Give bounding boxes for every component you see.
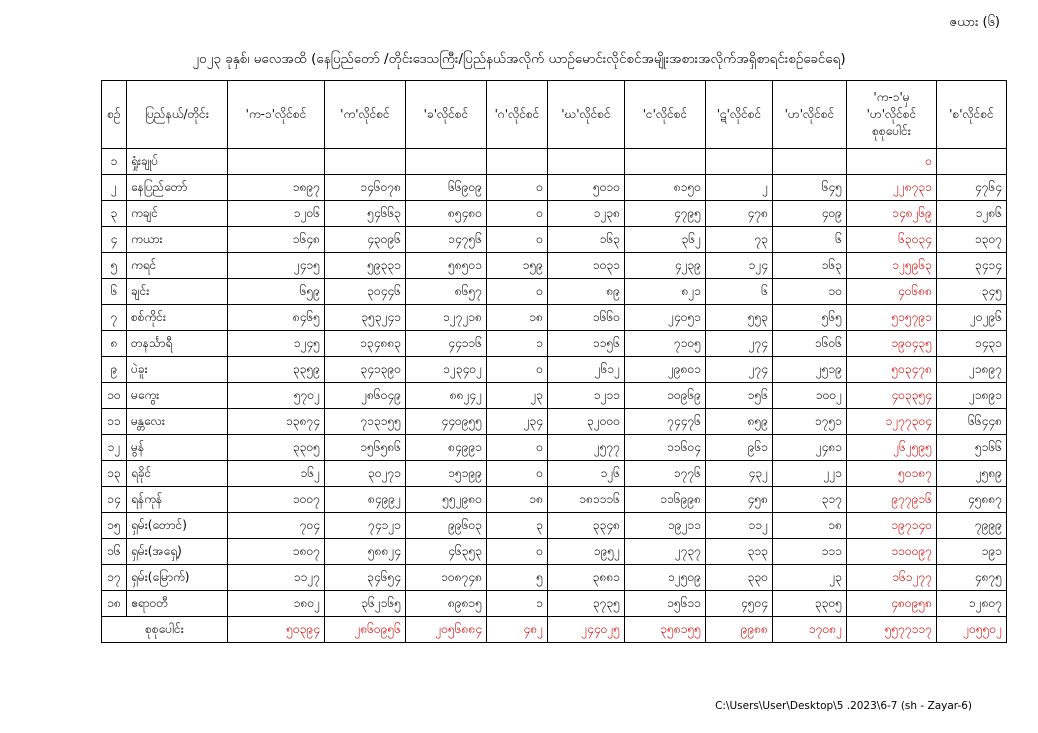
license-count-cell: ၄၂၃၉ bbox=[625, 253, 706, 279]
license-count-cell: ၁ bbox=[487, 591, 548, 617]
license-count-cell: ၇၁၃၁၅၅ bbox=[325, 409, 406, 435]
license-count-cell: ၄၇၆၄ bbox=[937, 175, 1007, 201]
license-count-cell: ၁၂၁၁ bbox=[548, 383, 625, 409]
license-count-cell: ၂၀၂၉၆ bbox=[937, 305, 1007, 331]
license-count-cell: ၆၆၉၀၉ bbox=[406, 175, 487, 201]
license-count-cell: ၄၅၈ bbox=[706, 487, 773, 513]
region-cell: မန္တလေး bbox=[127, 409, 228, 435]
license-count-cell: ၇၁၀၅ bbox=[625, 331, 706, 357]
region-cell: မွန် bbox=[127, 435, 228, 461]
license-count-cell bbox=[773, 149, 847, 175]
license-count-cell: ၂၃၄ bbox=[487, 409, 548, 435]
table-row bbox=[102, 591, 1007, 617]
table-row bbox=[102, 331, 1007, 357]
license-count-cell: ၂၇၄ bbox=[706, 357, 773, 383]
row-total-cell: ၉၇၇၉၁၆ bbox=[847, 487, 937, 513]
license-count-cell: ၂ bbox=[706, 175, 773, 201]
license-count-cell: ၁၉၁ bbox=[937, 539, 1007, 565]
license-count-cell: ၁၄၆၀၇၈ bbox=[325, 175, 406, 201]
license-count-cell: ၅၈၈၂၄ bbox=[325, 539, 406, 565]
license-count-cell: ၁၁၅၆ bbox=[548, 331, 625, 357]
license-count-cell: ၁၈၁၁၁၆ bbox=[548, 487, 625, 513]
row-total-cell: ၁၆၁၂၇၇ bbox=[847, 565, 937, 591]
license-count-cell: ၃၆၂၁၆၅ bbox=[325, 591, 406, 617]
license-count-cell bbox=[625, 149, 706, 175]
license-count-cell: ၀ bbox=[487, 357, 548, 383]
license-count-cell: ၄၄၁၁၆ bbox=[406, 331, 487, 357]
license-count-cell: ၈၄၉၉၁ bbox=[406, 435, 487, 461]
region-cell: ကယား bbox=[127, 227, 228, 253]
row-total-cell: ၅၀၃၄၇၈ bbox=[847, 357, 937, 383]
license-count-cell: ၅၆၅ bbox=[773, 305, 847, 331]
license-count-cell: ၁၂၃၈ bbox=[548, 201, 625, 227]
license-count-cell: ၁ bbox=[487, 331, 548, 357]
table-row bbox=[102, 461, 1007, 487]
row-number-cell: ၂ bbox=[102, 175, 127, 201]
license-count-cell: ၁၂၈၀၇ bbox=[937, 591, 1007, 617]
license-count-cell: ၃၄၆၅၄ bbox=[325, 565, 406, 591]
license-count-cell: ၄၆၃၅၃ bbox=[406, 539, 487, 565]
license-count-cell: ၀ bbox=[487, 461, 548, 487]
license-count-cell: ၁၈ bbox=[773, 513, 847, 539]
license-count-cell: ၂၄၄၀၂၅ bbox=[548, 617, 625, 643]
license-count-cell: ၃၃၀ bbox=[706, 565, 773, 591]
license-count-cell: ၂၃ bbox=[773, 565, 847, 591]
license-count-cell: ၂၇၃၇ bbox=[625, 539, 706, 565]
license-count-cell: ၀ bbox=[487, 539, 548, 565]
row-total-cell: ၂၆၂၅၉၅ bbox=[847, 435, 937, 461]
license-count-cell: ၂၈၆၀၄၉ bbox=[325, 383, 406, 409]
license-count-cell: ၁၈ bbox=[487, 487, 548, 513]
row-total-cell: ၁၂၇၇၃၀၄ bbox=[847, 409, 937, 435]
license-count-cell: ၁၂၄၅ bbox=[228, 331, 325, 357]
row-total-cell: ၁၉၀၄၃၅ bbox=[847, 331, 937, 357]
row-number-cell: ၃ bbox=[102, 201, 127, 227]
region-cell: ကချင် bbox=[127, 201, 228, 227]
license-count-cell bbox=[487, 149, 548, 175]
license-count-cell: ၁၀၈၇၄၈ bbox=[406, 565, 487, 591]
row-total-cell: ၄၀၃၃၅၄ bbox=[847, 383, 937, 409]
license-count-cell: ၂၃ bbox=[487, 383, 548, 409]
footer-file-path: C:\Users\User\Desktop\5 .2023\6-7 (sh - Zayar-6) bbox=[715, 700, 972, 712]
license-count-cell: ၆ bbox=[773, 227, 847, 253]
license-count-cell: ၃၃၅၉ bbox=[228, 357, 325, 383]
license-count-cell: ၁၄၇၅၆ bbox=[406, 227, 487, 253]
row-total-cell: ၀ bbox=[847, 149, 937, 175]
license-count-cell: ၁၀၃၁ bbox=[548, 253, 625, 279]
license-count-cell: ၂၄၈၁ bbox=[773, 435, 847, 461]
license-count-cell: ၆၄၅ bbox=[773, 175, 847, 201]
header-cell: 'က-၁'မှ 'ဟ'လိုင်စင် စုစုပေါင်း bbox=[847, 81, 937, 149]
license-count-cell: ၂၄၀၅၁ bbox=[625, 305, 706, 331]
row-number-cell: ၁၇ bbox=[102, 565, 127, 591]
row-number-cell: ၁၁ bbox=[102, 409, 127, 435]
table-total-row bbox=[102, 617, 1007, 643]
row-number-cell: ၁၆ bbox=[102, 539, 127, 565]
table-row bbox=[102, 357, 1007, 383]
license-count-cell: ၁၂၇၂၁၈ bbox=[406, 305, 487, 331]
license-count-cell: ၇၄၁၂၁ bbox=[325, 513, 406, 539]
license-count-cell: ၂၂၁ bbox=[773, 461, 847, 487]
license-count-cell: ၁၇၇၆ bbox=[625, 461, 706, 487]
table-row bbox=[102, 279, 1007, 305]
license-count-cell: ၄၇၈ bbox=[706, 201, 773, 227]
license-count-cell: ၅၇၀၂ bbox=[228, 383, 325, 409]
license-count-cell: ၁၆၂ bbox=[228, 461, 325, 487]
license-count-cell: ၁၂၈၆ bbox=[937, 201, 1007, 227]
license-count-cell: ၃၅၈၁၅၅ bbox=[625, 617, 706, 643]
license-count-cell: ၄၅၀၄ bbox=[706, 591, 773, 617]
license-count-cell: ၄၈၂ bbox=[487, 617, 548, 643]
license-count-cell: ၃၃၀၅ bbox=[228, 435, 325, 461]
region-cell: မကွေး bbox=[127, 383, 228, 409]
license-count-cell: ၃၁၃ bbox=[706, 539, 773, 565]
table-row bbox=[102, 201, 1007, 227]
header-cell: 'ဂ'လိုင်စင် bbox=[487, 81, 548, 149]
license-count-cell: ၁၁၂ bbox=[706, 513, 773, 539]
region-cell: ရခိုင် bbox=[127, 461, 228, 487]
license-count-cell bbox=[706, 149, 773, 175]
license-count-cell: ၂၅၇၇ bbox=[548, 435, 625, 461]
license-count-cell: ၁၃၄၈၈၃ bbox=[325, 331, 406, 357]
license-count-cell: ၉၉၆၀၃ bbox=[406, 513, 487, 539]
table-row bbox=[102, 409, 1007, 435]
table-body bbox=[102, 149, 1007, 643]
license-table bbox=[101, 80, 1007, 643]
license-count-cell bbox=[406, 149, 487, 175]
region-cell: ပဲခူး bbox=[127, 357, 228, 383]
license-count-cell: ၇၃ bbox=[706, 227, 773, 253]
license-count-cell: ၁၇၀၈၂ bbox=[773, 617, 847, 643]
license-count-cell: ၈၂၁ bbox=[625, 279, 706, 305]
row-number-cell: ၈ bbox=[102, 331, 127, 357]
license-count-cell bbox=[548, 149, 625, 175]
row-total-cell: ၁၂၅၉၆၃ bbox=[847, 253, 937, 279]
license-count-cell: ၁၈ bbox=[487, 305, 548, 331]
license-count-cell: ၅၁၆၆ bbox=[937, 435, 1007, 461]
row-number-cell: ၁၄ bbox=[102, 487, 127, 513]
license-count-cell bbox=[228, 149, 325, 175]
license-count-cell: ၅၅၂၉၈၀ bbox=[406, 487, 487, 513]
row-number-cell: ၁၃ bbox=[102, 461, 127, 487]
region-cell: စစ်ကိုင်း bbox=[127, 305, 228, 331]
license-count-cell: ၃၄၁၄ bbox=[937, 253, 1007, 279]
license-count-cell: ၁၃၈၇၄ bbox=[228, 409, 325, 435]
header-cell: 'က'လိုင်စင် bbox=[325, 81, 406, 149]
table-header-row bbox=[102, 81, 1007, 149]
header-cell: 'က-၁'လိုင်စင် bbox=[228, 81, 325, 149]
row-total-cell: ၁၁၀၀၉၇ bbox=[847, 539, 937, 565]
license-count-cell: ၁၂၆ bbox=[548, 461, 625, 487]
license-count-cell: ၈၅၄၈၀ bbox=[406, 201, 487, 227]
row-total-cell: ၄၈၀၉၅၈ bbox=[847, 591, 937, 617]
license-count-cell: ၆၅၉ bbox=[228, 279, 325, 305]
region-cell: ရှမ်း(မြောက်) bbox=[127, 565, 228, 591]
table-row bbox=[102, 487, 1007, 513]
license-count-cell: ၇၄၄၇၆ bbox=[625, 409, 706, 435]
license-count-cell: ၂၀၅၅၀၂ bbox=[937, 617, 1007, 643]
row-total-cell: ၅၁၅၇၉၁ bbox=[847, 305, 937, 331]
license-count-cell: ၁၄၃၁ bbox=[937, 331, 1007, 357]
license-count-cell: ၃၅၃၂၄၁ bbox=[325, 305, 406, 331]
license-count-cell: ၄၃၂ bbox=[706, 461, 773, 487]
license-count-cell: ၁၇၅၁ bbox=[773, 409, 847, 435]
table-row bbox=[102, 227, 1007, 253]
license-count-cell: ၄၇၉၅ bbox=[625, 201, 706, 227]
region-cell: ဧရာဝတီ bbox=[127, 591, 228, 617]
license-count-cell: ၁၉၂၁၁ bbox=[625, 513, 706, 539]
license-count-cell: ၃ bbox=[487, 513, 548, 539]
table-row bbox=[102, 539, 1007, 565]
row-number-cell: ၁၈ bbox=[102, 591, 127, 617]
license-count-cell: ၃၇၃၅ bbox=[548, 591, 625, 617]
license-count-cell: ၁၅၁၉၉ bbox=[406, 461, 487, 487]
license-count-cell: ၉၉၈၈ bbox=[706, 617, 773, 643]
license-count-cell: ၂၅၈၉ bbox=[937, 461, 1007, 487]
license-count-cell: ၁၅၉ bbox=[487, 253, 548, 279]
license-count-cell: ၃၈၈၁ bbox=[548, 565, 625, 591]
license-count-cell: ၁၈၀၂ bbox=[228, 591, 325, 617]
license-count-cell bbox=[325, 149, 406, 175]
license-count-cell: ၃၀၂၇၁ bbox=[325, 461, 406, 487]
row-total-cell: ၅၀၁၈၇ bbox=[847, 461, 937, 487]
header-cell: ပြည်နယ်/တိုင်း bbox=[127, 81, 228, 149]
license-count-cell: ၁၁၂၇ bbox=[228, 565, 325, 591]
license-count-cell: ၁၅၆ bbox=[706, 383, 773, 409]
license-count-cell: ၃၄၁၃၉၀ bbox=[325, 357, 406, 383]
header-cell: စဉ် bbox=[102, 81, 127, 149]
license-count-cell: ၁၅၆၁၁ bbox=[625, 591, 706, 617]
table-row bbox=[102, 253, 1007, 279]
table-row bbox=[102, 149, 1007, 175]
region-cell: တနင်္သာရီ bbox=[127, 331, 228, 357]
row-number-cell: ၁၂ bbox=[102, 435, 127, 461]
license-count-cell: ၈၉၈၁၅ bbox=[406, 591, 487, 617]
table-row bbox=[102, 435, 1007, 461]
license-count-cell: ၉၆၁ bbox=[706, 435, 773, 461]
table-row bbox=[102, 175, 1007, 201]
license-count-cell: ၈၁၅၀ bbox=[625, 175, 706, 201]
license-count-cell: ၈၆၅၇ bbox=[406, 279, 487, 305]
page-label: ဇယား (၆) bbox=[949, 15, 1000, 30]
license-count-cell: ၁၀၀၇ bbox=[228, 487, 325, 513]
table-row bbox=[102, 305, 1007, 331]
region-cell: ရှုံးချုပ် bbox=[127, 149, 228, 175]
row-number-cell: ၄ bbox=[102, 227, 127, 253]
license-count-cell: ၀ bbox=[487, 279, 548, 305]
license-count-cell: ၁၁၁ bbox=[773, 539, 847, 565]
row-total-cell: ၁၉၇၁၄၀ bbox=[847, 513, 937, 539]
header-cell: 'ခ'လိုင်စင် bbox=[406, 81, 487, 149]
license-count-cell: ၈၄၆၅ bbox=[228, 305, 325, 331]
license-count-cell: ၃၆၂ bbox=[625, 227, 706, 253]
license-count-cell: ၃၃၀၅ bbox=[773, 591, 847, 617]
total-label-cell: စုစုပေါင်း bbox=[102, 617, 228, 643]
license-count-cell: ၁၁၆၉၉၈ bbox=[625, 487, 706, 513]
license-count-cell: ၂၆၁၂ bbox=[548, 357, 625, 383]
license-count-cell: ၁၆၀၆ bbox=[773, 331, 847, 357]
region-cell: နေပြည်တော် bbox=[127, 175, 228, 201]
license-count-cell: ၁၆၃ bbox=[548, 227, 625, 253]
table-row bbox=[102, 513, 1007, 539]
license-count-cell: ၁၀၀၂ bbox=[773, 383, 847, 409]
row-number-cell: ၁ bbox=[102, 149, 127, 175]
license-count-cell: ၃၃၄၈ bbox=[548, 513, 625, 539]
license-count-cell: ၁၈၉၇ bbox=[228, 175, 325, 201]
license-count-cell: ၃၁၇ bbox=[773, 487, 847, 513]
license-count-cell: ၂၁၈၉၁ bbox=[937, 383, 1007, 409]
license-count-cell: ၅ bbox=[487, 565, 548, 591]
license-count-cell bbox=[937, 149, 1007, 175]
header-cell: 'စ'လိုင်စင် bbox=[937, 81, 1007, 149]
header-cell: 'င'လိုင်စင် bbox=[625, 81, 706, 149]
license-count-cell: ၅၄၆၆၃ bbox=[325, 201, 406, 227]
license-count-cell: ၈၉ bbox=[548, 279, 625, 305]
table-row bbox=[102, 565, 1007, 591]
row-number-cell: ၅ bbox=[102, 253, 127, 279]
license-count-cell: ၃၀၄၄၆ bbox=[325, 279, 406, 305]
license-count-cell: ၁၅၆၅၈၆ bbox=[325, 435, 406, 461]
license-count-cell: ၃၄၅ bbox=[937, 279, 1007, 305]
license-count-cell: ၁၆၄၈ bbox=[228, 227, 325, 253]
row-total-cell: ၅၅၇၇၁၁၇ bbox=[847, 617, 937, 643]
license-count-cell: ၅၀၁၀ bbox=[548, 175, 625, 201]
license-count-cell: ၄၃၀၉၆ bbox=[325, 227, 406, 253]
license-count-cell: ၆ bbox=[706, 279, 773, 305]
row-number-cell: ၉ bbox=[102, 357, 127, 383]
region-cell: ရန်ကုန် bbox=[127, 487, 228, 513]
header-cell: 'ဋ'လိုင်စင် bbox=[706, 81, 773, 149]
region-cell: ရှမ်း(အရှေ့) bbox=[127, 539, 228, 565]
license-count-cell: ၇၉၉၉ bbox=[937, 513, 1007, 539]
license-count-cell: ၂၅၁၉ bbox=[773, 357, 847, 383]
license-count-cell: ၁၂၅၀၉ bbox=[625, 565, 706, 591]
row-number-cell: ၁၀ bbox=[102, 383, 127, 409]
license-count-cell: ၁၉၅၂ bbox=[548, 539, 625, 565]
license-count-cell: ၁၀၉၆၉ bbox=[625, 383, 706, 409]
license-count-cell: ၅၉၃၃၁ bbox=[325, 253, 406, 279]
license-count-cell: ၁၀ bbox=[773, 279, 847, 305]
license-count-cell: ၅၈၅၀၁ bbox=[406, 253, 487, 279]
license-count-cell: ၁၂၃၄၀၂ bbox=[406, 357, 487, 383]
license-count-cell: ၂၄၁၅ bbox=[228, 253, 325, 279]
license-count-cell: ၈၅၉ bbox=[706, 409, 773, 435]
license-count-cell: ၄၄၀၉၅၅ bbox=[406, 409, 487, 435]
row-total-cell: ၁၄၈၂၆၉ bbox=[847, 201, 937, 227]
license-count-cell: ၁၃၀၇ bbox=[937, 227, 1007, 253]
region-cell: ချင်း bbox=[127, 279, 228, 305]
license-count-cell: ၂၀၅၆၈၈၄ bbox=[406, 617, 487, 643]
license-count-cell: ၁၁၆၀၄ bbox=[625, 435, 706, 461]
license-count-cell: ၈၈၂၄၂ bbox=[406, 383, 487, 409]
license-count-cell: ၂၈၆၀၉၅၆ bbox=[325, 617, 406, 643]
license-count-cell: ၄၈၇၅ bbox=[937, 565, 1007, 591]
license-count-cell: ၂၁၈၉၇ bbox=[937, 357, 1007, 383]
license-count-cell: ၇၀၄ bbox=[228, 513, 325, 539]
license-count-cell: ၀ bbox=[487, 435, 548, 461]
license-count-cell: ၁၂၄ bbox=[706, 253, 773, 279]
header-cell: 'ဃ'လိုင်စင် bbox=[548, 81, 625, 149]
license-count-cell: ၁၈၀၇ bbox=[228, 539, 325, 565]
region-cell: ရှမ်း(တောင်) bbox=[127, 513, 228, 539]
license-count-cell: ၂၇၄ bbox=[706, 331, 773, 357]
table-row bbox=[102, 383, 1007, 409]
license-count-cell: ၈၄၉၉၂ bbox=[325, 487, 406, 513]
license-count-cell: ၁၆၆၀ bbox=[548, 305, 625, 331]
license-count-cell: ၀ bbox=[487, 175, 548, 201]
license-count-cell: ၁၂၀၆ bbox=[228, 201, 325, 227]
region-cell: ကရင် bbox=[127, 253, 228, 279]
license-count-cell: ၀ bbox=[487, 201, 548, 227]
license-count-cell: ၂၉၈၀၁ bbox=[625, 357, 706, 383]
page-title: ၂၀၂၃ ခုနှစ်၊ မလေအထိ (နေပြည်တော် /တိုင်းဒေသကြီး/ပြည်နယ်အလိုက် ယာဉ်မောင်းလိုင်စင်အမျိုးအစားအလိုက်အရှိစာရင်းစဥ်ခေင်ရေ) bbox=[192, 51, 846, 67]
row-number-cell: ၁၅ bbox=[102, 513, 127, 539]
license-count-cell: ၃၂၀၀၀ bbox=[548, 409, 625, 435]
license-count-cell: ၀ bbox=[487, 227, 548, 253]
license-count-cell: ၅၀၃၉၄ bbox=[228, 617, 325, 643]
license-count-cell: ၄၀၉ bbox=[773, 201, 847, 227]
license-count-cell: ၄၅၈၈၇ bbox=[937, 487, 1007, 513]
row-number-cell: ၆ bbox=[102, 279, 127, 305]
row-number-cell: ၇ bbox=[102, 305, 127, 331]
row-total-cell: ၂၂၈၇၃၁ bbox=[847, 175, 937, 201]
header-cell: 'ဟ'လိုင်စင် bbox=[773, 81, 847, 149]
license-count-cell: ၁၆၃ bbox=[773, 253, 847, 279]
license-count-cell: ၅၅၃ bbox=[706, 305, 773, 331]
row-total-cell: ၆၃၀၃၄ bbox=[847, 227, 937, 253]
row-total-cell: ၄၀၆၈၈ bbox=[847, 279, 937, 305]
license-count-cell: ၆၆၄၄၈ bbox=[937, 409, 1007, 435]
